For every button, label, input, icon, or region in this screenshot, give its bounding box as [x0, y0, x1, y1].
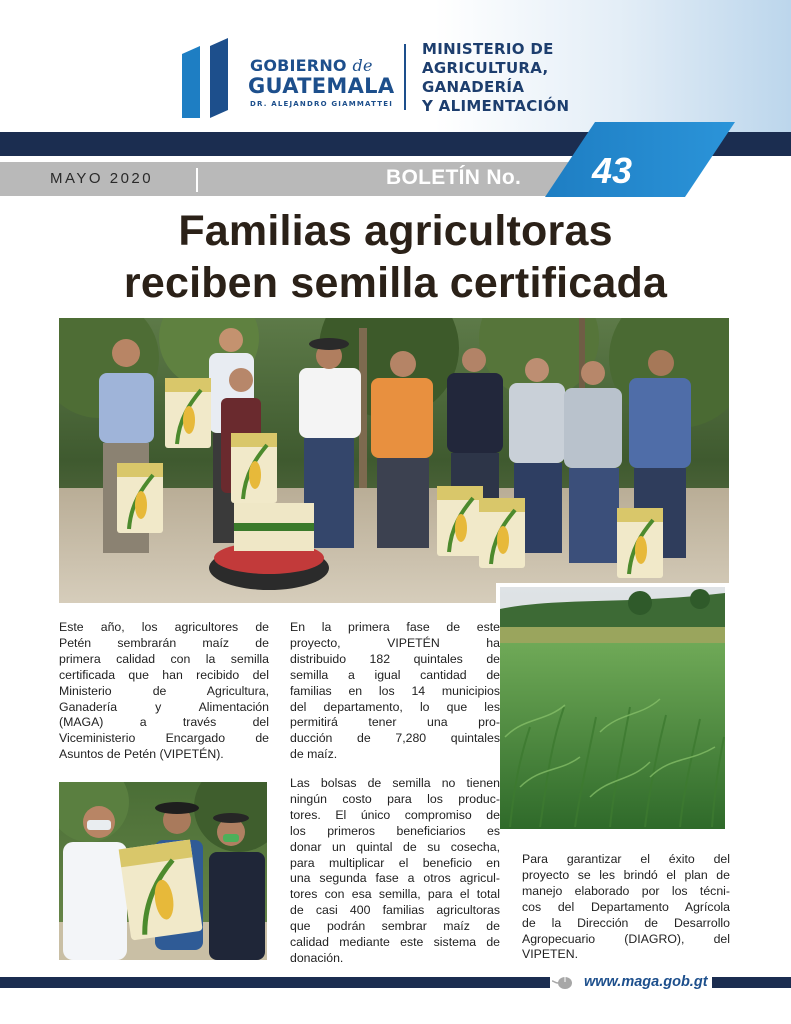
header-background	[0, 0, 791, 132]
ministry-name	[422, 40, 569, 116]
bulletin-label: BOLETÍN No.	[386, 166, 522, 189]
gobierno-line	[250, 56, 373, 75]
text-line: Petén sembrarán maíz de	[59, 635, 269, 650]
text-line: proyecto, VIPETÉN ha	[290, 635, 500, 650]
text-line: del departamento, lo que les	[290, 699, 500, 714]
gobierno-word: GOBIERNO	[250, 56, 347, 75]
text-line: tores. El único compromiso de	[290, 807, 500, 822]
text-line: tores con esa semilla, para el total	[290, 887, 500, 902]
text-line: los primeros beneficiarios es	[290, 823, 500, 838]
text-line: de maíz.	[290, 747, 338, 762]
headline-line: Familias agricultoras	[178, 207, 613, 255]
text-line: Este año, los agricultores de	[59, 620, 269, 634]
text-line: proyecto se les brindó el plan de	[522, 867, 730, 882]
text-line: Para garantizar el éxito del	[522, 852, 730, 866]
text-line: Ministerio de Agricultura,	[59, 683, 269, 698]
text-line: para multiplicar el beneficio en	[290, 855, 500, 870]
text-line: (MAGA) a través del	[59, 715, 269, 730]
text-line: que podrán sembrar maíz de	[290, 919, 500, 934]
ministry-line: AGRICULTURA,	[422, 59, 549, 77]
text-line: una segunda fase a otros agricul-	[290, 871, 500, 886]
text-line: certificada que han recibido del	[59, 667, 269, 682]
ministry-line: GANADERÍA	[422, 78, 525, 96]
seed-bag-handover-photo	[59, 782, 267, 960]
text-line: donación.	[290, 950, 344, 965]
text-line: ducción de 7,280 quintales	[290, 731, 500, 746]
text-line: Agropecuario (DIAGRO), del	[522, 931, 730, 946]
bulletin-number: 43	[592, 150, 633, 191]
ministry-line: MINISTERIO DE	[422, 40, 554, 58]
text-line: VIPETEN.	[522, 947, 579, 962]
text-line: ningún costo para los produc-	[290, 791, 500, 806]
mouse-icon	[551, 975, 575, 991]
text-line: Ganadería y Alimentación	[59, 699, 269, 714]
gobierno-de-word: de	[352, 56, 373, 75]
text-line: permitirá tener una pro-	[290, 715, 500, 730]
footer-bar	[0, 977, 550, 988]
text-line: primera calidad con la semilla	[59, 651, 269, 666]
president-name: DR. ALEJANDRO GIAMMATTEI	[250, 100, 394, 108]
text-line: cos del Departamento Agrícola	[522, 899, 730, 914]
ministry-line: Y ALIMENTACIÓN	[422, 97, 570, 115]
text-line: distribuido 182 quintales de	[290, 651, 500, 666]
bulletin-month: MAYO 2020	[50, 170, 154, 187]
gobierno-logo-bars-icon	[182, 38, 236, 118]
text-line: semilla a igual cantidad de	[290, 667, 500, 682]
text-line: donar un quintal de su cosecha,	[290, 839, 500, 854]
group-farmers-with-seed-bags-photo	[59, 318, 729, 603]
article-column-2-paragraph-2	[290, 776, 500, 967]
website-link[interactable]: www.maga.gob.gt	[580, 974, 712, 990]
text-line: calidad mediante este sistema de	[290, 935, 500, 950]
text-line: familias en los 14 municipios	[290, 683, 500, 698]
text-line: Las bolsas de semilla no tienen	[290, 776, 500, 790]
headline	[0, 205, 791, 309]
text-line: de la Dirección de Desarrollo	[522, 915, 730, 930]
text-line: manejo elaborado por los técni-	[522, 883, 730, 898]
header-divider	[404, 44, 406, 110]
text-line: Viceministerio Encargado de	[59, 731, 269, 746]
guatemala-word: GUATEMALA	[248, 74, 395, 98]
month-divider	[196, 168, 198, 192]
corn-field-photo	[496, 583, 729, 833]
article-column-2-paragraph-1	[290, 620, 500, 763]
text-line: Asuntos de Petén (VIPETÉN).	[59, 747, 224, 762]
article-column-3	[522, 852, 730, 963]
text-line: de casi 400 familias agricultoras	[290, 903, 500, 918]
headline-line: reciben semilla certificada	[123, 259, 668, 307]
text-line: En la primera fase de este	[290, 620, 500, 634]
article-column-1	[59, 620, 269, 763]
